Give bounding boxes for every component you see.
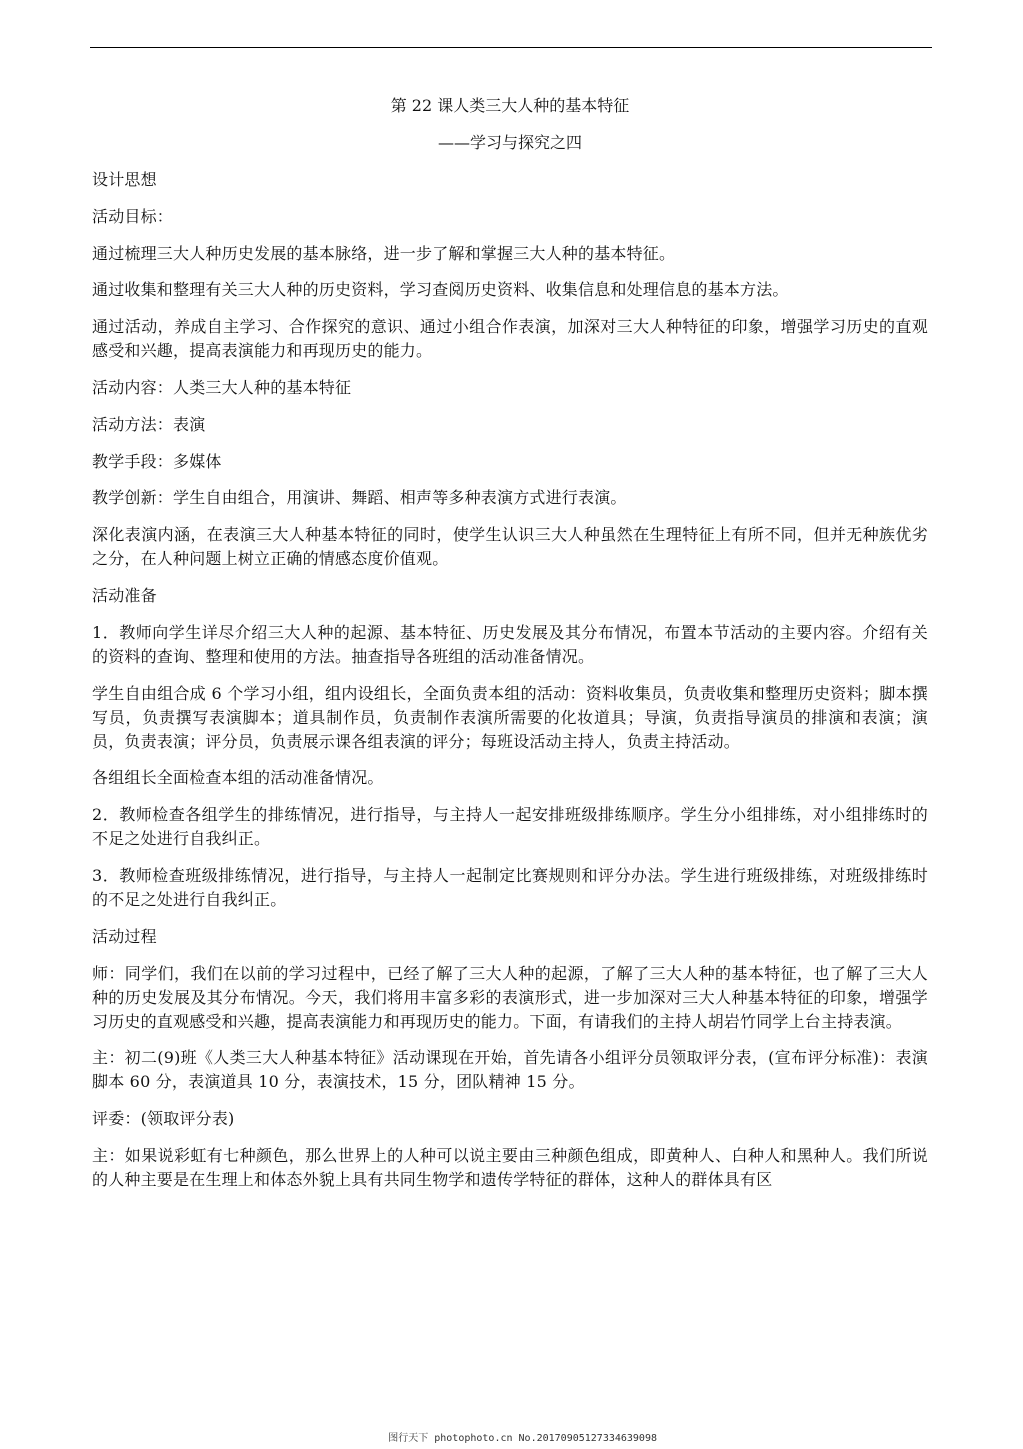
paragraph: 学生自由组合成 6 个学习小组，组内设组长，全面负责本组的活动：资料收集员，负责收集和整理历史资料；脚本撰写员，负责撰写表演脚本；道具制作员，负责制作表演所需要的化妆道具；导演，负责指导演员的排演和表演；演员，负责表演；评分员，负责展示课各组表演的评分；每班设活动主持人，负责主持活动。 — [92, 683, 928, 751]
paragraph: 2．教师检查各组学生的排练情况，进行指导，与主持人一起安排班级排练顺序。学生分小组排练，对小组排练时的不足之处进行自我纠正。 — [92, 805, 928, 849]
paragraph: 1．教师向学生详尽介绍三大人种的起源、基本特征、历史发展及其分布情况，布置本节活动的主要内容。介绍有关的资料的查询、整理和使用的方法。抽查指导各班组的活动准备情况。 — [92, 622, 928, 666]
section-heading-design: 设计思想 — [92, 170, 157, 189]
paragraph: 通过收集和整理有关三大人种的历史资料，学习查阅历史资料、收集信息和处理信息的基本方法。 — [92, 280, 789, 300]
watermark: 图行天下 photophoto.cn No.20170905127334639098 — [388, 1433, 657, 1444]
paragraph: 深化表演内涵，在表演三大人种基本特征的同时，使学生认识三大人种虽然在生理特征上有所不同，但并无种族优劣之分，在人种问题上树立正确的情感态度价值观。 — [92, 525, 928, 569]
section-heading-process: 活动过程 — [92, 926, 157, 946]
activity-goals-label: 活动目标： — [92, 206, 174, 226]
paragraph: 师：同学们，我们在以前的学习过程中，已经了解了三大人种的起源，了解了三大人种的基本特征，也了解了三大人种的历史发展及其分布情况。今天，我们将用丰富多彩的表演形式，进一步加深对三大人种基本特征的印象，增强学习历史的直观感受和兴趣，提高表演能力和再现历史的能力。下面，有请我们的主持人胡岩竹同学上台主持表演。 — [92, 963, 928, 1031]
document-body — [92, 94, 928, 1205]
document-title: 第 22 课人类三大人种的基本特征 — [390, 96, 630, 115]
document-subtitle: ——学习与探究之四 — [437, 133, 582, 152]
paragraph: 主：初二(9)班《人类三大人种基本特征》活动课现在开始，首先请各小组评分员领取评分表，(宣布评分标准)：表演脚本 60 分，表演道具 10 分，表演技术，15 分，团队精神 15 分。 — [92, 1048, 928, 1092]
paragraph: 评委：(领取评分表) — [92, 1109, 235, 1129]
paragraph: 3．教师检查班级排练情况，进行指导，与主持人一起制定比赛规则和评分办法。学生进行班级排练，对班级排练时的不足之处进行自我纠正。 — [92, 865, 928, 909]
section-heading-preparation: 活动准备 — [92, 585, 157, 605]
activity-content: 活动内容：人类三大人种的基本特征 — [92, 377, 352, 397]
header-rule — [90, 47, 932, 48]
activity-method: 活动方法：表演 — [92, 414, 206, 434]
teaching-innovation: 教学创新：学生自由组合，用演讲、舞蹈、相声等多种表演方式进行表演。 — [92, 488, 627, 508]
teaching-means: 教学手段：多媒体 — [92, 451, 222, 471]
paragraph: 通过活动，养成自主学习、合作探究的意识、通过小组合作表演，加深对三大人种特征的印象，增强学习历史的直观感受和兴趣，提高表演能力和再现历史的能力。 — [92, 317, 928, 361]
paragraph: 各组组长全面检查本组的活动准备情况。 — [92, 768, 384, 788]
paragraph: 通过梳理三大人种历史发展的基本脉络，进一步了解和掌握三大人种的基本特征。 — [92, 243, 676, 263]
paragraph: 主：如果说彩虹有七种颜色，那么世界上的人种可以说主要由三种颜色组成，即黄种人、白种人和黑种人。我们所说的人种主要是在生理上和体态外貌上具有共同生物学和遗传学特征的群体，这种人的群体具有区 — [92, 1145, 928, 1189]
